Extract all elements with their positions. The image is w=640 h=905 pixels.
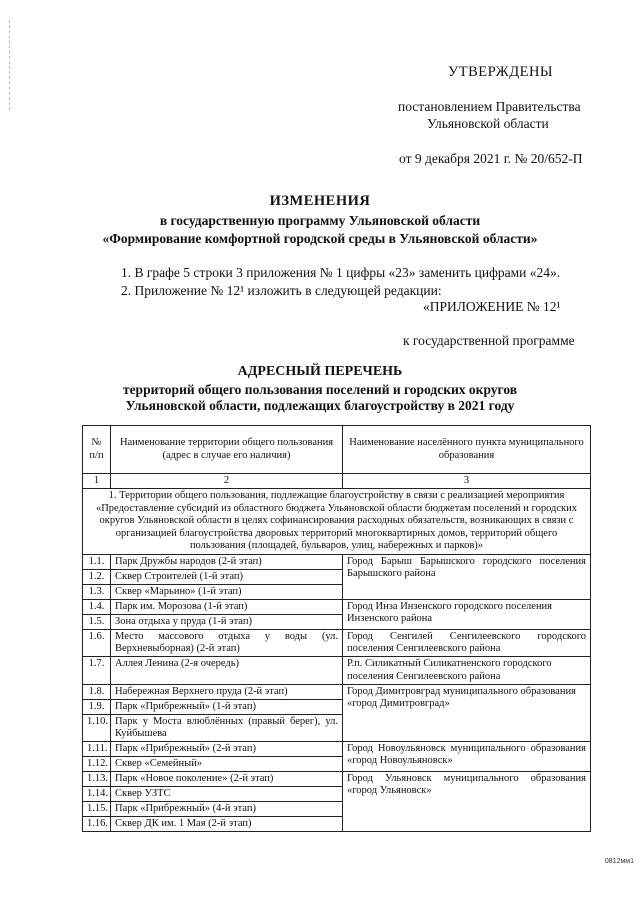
change-item-2: 2. Приложение № 12¹ изложить в следующей редакции: (121, 283, 442, 298)
settlement-name: Город Барыш Барышского городского поселения Барышского района (343, 555, 591, 600)
row-number: 1.6. (83, 630, 111, 657)
row-number: 1.11. (83, 741, 111, 756)
row-number: 1.9. (83, 699, 111, 714)
table-row (83, 555, 591, 570)
territory-name: Парк «Новое поколение» (2-й этап) (111, 771, 343, 786)
approved-region-line: Ульяновской области (427, 116, 549, 131)
header-settlement: Наименование населённого пункта муниципального образования (343, 426, 591, 474)
territory-name: Парк «Прибрежный» (2-й этап) (111, 741, 343, 756)
column-number-row (83, 474, 591, 489)
territory-name: Сквер ДК им. 1 Мая (2-й этап) (111, 817, 343, 832)
section-row (83, 489, 591, 555)
address-table (82, 425, 591, 832)
table-row (83, 657, 591, 684)
row-number: 1.8. (83, 684, 111, 699)
territory-name: Набережная Верхнего пруда (2-й этап) (111, 684, 343, 699)
row-number: 1.14. (83, 787, 111, 802)
program-name: «Формирование комфортной городской среды в Ульяновской области» (102, 231, 538, 246)
document-subtitle: в государственную программу Ульяновской области (159, 213, 481, 228)
row-number: 1.2. (83, 570, 111, 585)
list-subtitle-1: территорий общего пользования поселений и городских округов (122, 382, 518, 397)
col-number: 3 (343, 474, 591, 489)
territory-name: Сквер «Марьино» (1-й этап) (111, 585, 343, 600)
territory-name: Парк им. Морозова (1-й этап) (111, 600, 343, 615)
row-number: 1.5. (83, 615, 111, 630)
document-title: ИЗМЕНЕНИЯ (269, 193, 371, 209)
row-number: 1.7. (83, 657, 111, 684)
header-num: № п/п (83, 426, 111, 474)
territory-name: Парк «Прибрежный» (4-й этап) (111, 802, 343, 817)
territory-name: Парк «Прибрежный» (1-й этап) (111, 699, 343, 714)
territory-name: Зона отдыха у пруда (1-й этап) (111, 615, 343, 630)
scan-edge-mark (9, 20, 11, 110)
territory-name: Аллея Ленина (2-я очередь) (111, 657, 343, 684)
table-row (83, 771, 591, 786)
section-heading: 1. Территории общего пользования, подлежащие благоустройству в связи с реализацией мероприятия «Предоставление субсидий из областного бюджета Ульяновской области бюджетам поселений и городских округов Ульяновской области в целях софинансирования расходных обязательств, возникающих в связи с организацией благоустройства дворовых территорий многоквартирных домов, территорий общего пользования (площадей, бульваров, улиц, набережных и парков)» (83, 489, 591, 555)
appendix-subtitle: к государственной программе (403, 333, 575, 348)
row-number: 1.13. (83, 771, 111, 786)
settlement-name: Город Сенгилей Сенгилеевского городского поселения Сенгилеевского района (343, 630, 591, 657)
row-number: 1.15. (83, 802, 111, 817)
row-number: 1.3. (83, 585, 111, 600)
table-row (83, 600, 591, 615)
approved-heading: УТВЕРЖДЕНЫ (448, 64, 554, 80)
table-row (83, 741, 591, 756)
table-row (83, 684, 591, 699)
col-number: 1 (83, 474, 111, 489)
header-territory: Наименование территории общего пользования (адрес в случае его наличия) (111, 426, 343, 474)
territory-name: Парк у Моста влюблённых (правый берег), ул. Куйбышева (111, 714, 343, 741)
row-number: 1.10. (83, 714, 111, 741)
table-row (83, 630, 591, 657)
decree-date-line: от 9 декабря 2021 г. № 20/652-П (399, 151, 583, 166)
list-title: АДРЕСНЫЙ ПЕРЕЧЕНЬ (237, 364, 403, 379)
row-number: 1.12. (83, 756, 111, 771)
territory-name: Сквер УЗТС (111, 787, 343, 802)
settlement-name: Город Димитровград муниципального образования «город Димитровград» (343, 684, 591, 741)
change-item-1: 1. В графе 5 строки 3 приложения № 1 цифры «23» заменить цифрами «24». (121, 265, 561, 280)
settlement-name: Город Инза Инзенского городского поселения Инзенского района (343, 600, 591, 630)
row-number: 1.16. (83, 817, 111, 832)
settlement-name: Город Новоульяновск муниципального образования «город Новоульяновск» (343, 741, 591, 771)
territory-name: Сквер Строителей (1-й этап) (111, 570, 343, 585)
territory-name: Парк Дружбы народов (2-й этап) (111, 555, 343, 570)
list-subtitle-2: Ульяновской области, подлежащих благоустройству в 2021 году (125, 398, 515, 413)
document-code: 0812мм1 (604, 858, 634, 865)
row-number: 1.1. (83, 555, 111, 570)
table-header-row (83, 426, 591, 474)
territory-name: Сквер «Семейный» (111, 756, 343, 771)
row-number: 1.4. (83, 600, 111, 615)
col-number: 2 (111, 474, 343, 489)
settlement-name: Город Ульяновск муниципального образования «город Ульяновск» (343, 771, 591, 831)
settlement-name: Р.п. Силикатный Силикатненского городского поселения Сенгилеевского района (343, 657, 591, 684)
appendix-label: «ПРИЛОЖЕНИЕ № 12¹ (423, 299, 561, 314)
territory-name: Место массового отдыха у воды (ул. Верхневыборная) (2-й этап) (111, 630, 343, 657)
approved-by-line: постановлением Правительства (398, 99, 581, 114)
